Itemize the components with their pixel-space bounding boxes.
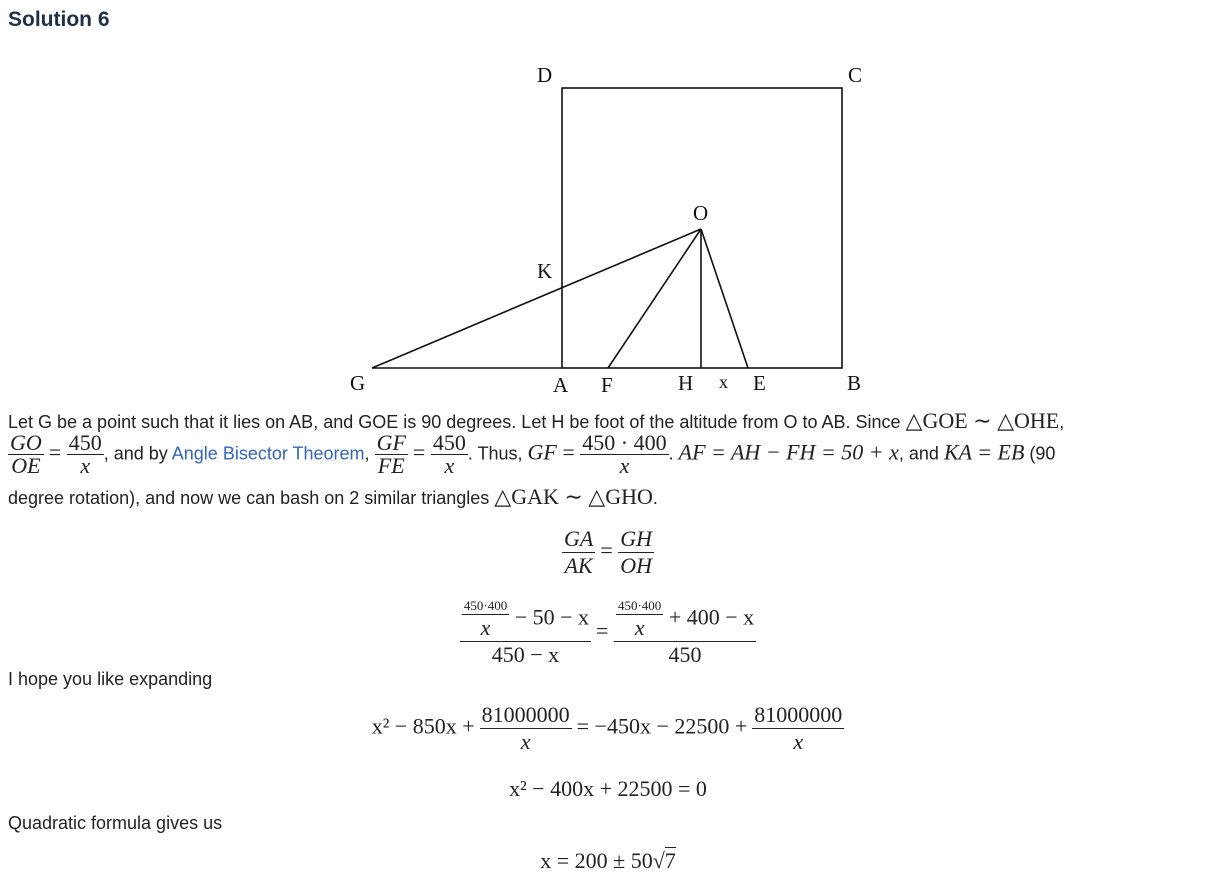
equation-ratio: $\frac{GA}{AK}$ = $\frac{GH}{OH}$	[563, 526, 653, 578]
label-h: H	[678, 371, 694, 395]
segment-oe	[701, 229, 748, 368]
label-x: x	[719, 372, 728, 392]
equation-quadratic: x² − 400x + 22500 = 0	[509, 776, 707, 801]
fraction-gf-fe: $\frac{GF}{FE}$	[376, 430, 406, 478]
solution-paragraph-line3: degree rotation), and now we can bash on 2 similar triangles △GAK ∼ △GHO.	[8, 484, 658, 509]
label-f: F	[601, 373, 613, 397]
label-e: E	[753, 371, 766, 395]
equation-solution: x = 200 ± 50√7	[540, 848, 676, 873]
equation-substituted: $\frac{450\cdot 400}{x}$ − 50 − x 450 − x = $\frac{450\cdot 400}{x}$ + 400 − x 450	[0, 598, 1216, 668]
fraction-go-oe: $\frac{GO}{OE}$	[10, 430, 42, 478]
similar-triangles-goe-ohe: △GOE ∼ △OHE	[905, 408, 1060, 433]
segment-of	[608, 229, 701, 368]
geometry-diagram	[0, 0, 1216, 400]
solution-paragraph-line2: $\frac{GO}{OE}$ = $\frac{450}{x}$ , and by Angle Bisector Theorem, $\frac{GF}{FE}$ = $\frac{450}{x}$ . Thus, GF = $\frac{450 \cdot 400}{x}$ . AF = AH − FH = 50 + x, and KA = EB (90	[10, 430, 1056, 478]
label-o: O	[693, 201, 709, 225]
solution-heading: Solution 6	[8, 8, 110, 31]
expanding-text: I hope you like expanding	[8, 669, 213, 689]
similar-triangles-gak-gho: △GAK ∼ △GHO	[494, 484, 653, 509]
quadratic-formula-text: Quadratic formula gives us	[8, 813, 223, 833]
fraction-450-x-2: $\frac{450}{x}$	[432, 430, 466, 478]
fraction-450x400-x: $\frac{450 \cdot 400}{x}$	[582, 430, 667, 478]
equation-expanded: x² − 850x + $\frac{81000000}{x}$ = −450x − 22500 + $\frac{81000000}{x}$	[371, 702, 843, 754]
label-b: B	[847, 371, 862, 395]
fraction-450-x: $\frac{450}{x}$	[68, 430, 102, 478]
ka-eb-equation: KA = EB	[943, 439, 1025, 465]
label-g: G	[350, 371, 366, 395]
square-abcd	[562, 88, 842, 368]
segment-go	[372, 229, 701, 368]
label-d: D	[537, 63, 553, 87]
label-k: K	[537, 259, 553, 283]
af-equation: AF = AH − FH = 50 + x	[678, 439, 899, 465]
gf-symbol: GF	[527, 439, 557, 465]
paragraph-text: Let G be a point such that it lies on AB, and GOE is 90 degrees. Let H be foot of the altitude from O to AB. Since	[8, 412, 901, 432]
label-a: A	[553, 373, 569, 397]
solution-paragraph-line1: Let G be a point such that it lies on AB, and GOE is 90 degrees. Let H be foot of the altitude from O to AB. Since △GOE ∼ △OHE,	[8, 408, 1065, 433]
label-c: C	[848, 63, 863, 87]
angle-bisector-theorem-link[interactable]: Angle Bisector Theorem	[171, 443, 365, 464]
